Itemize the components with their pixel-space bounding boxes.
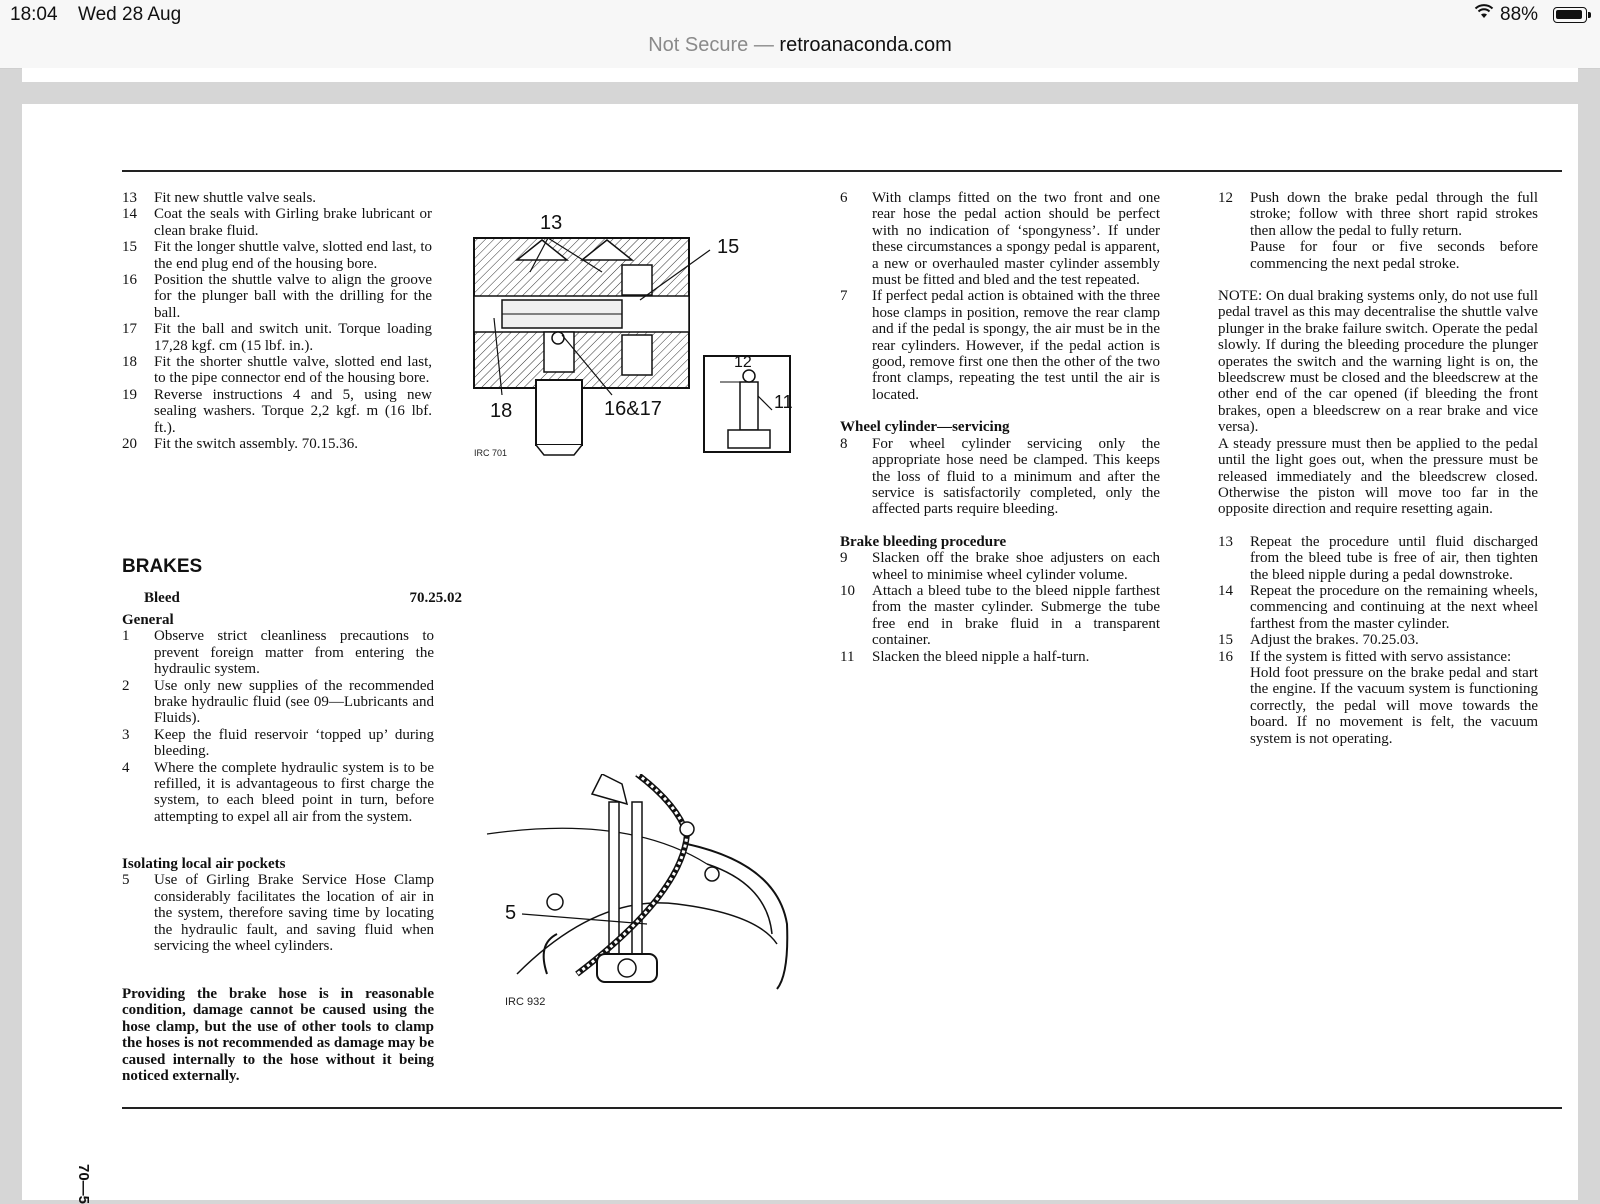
list-item [840, 550, 1160, 583]
item-text: Fit the longer shuttle valve, slotted end last, to the end plug end of the housing bore. [154, 239, 432, 272]
list-item [1218, 190, 1538, 272]
status-bar [0, 0, 1600, 30]
list-item [840, 190, 1160, 288]
list-item [122, 387, 432, 436]
item-number: 18 [122, 354, 137, 371]
url-domain: retroanaconda.com [779, 34, 952, 56]
wheel-heading: Wheel cylinder—servicing [840, 419, 1010, 436]
manual-page [22, 104, 1578, 1204]
item-text: Fit the ball and switch unit. Torque loading 17,28 kgf. cm (15 lbf. in.). [154, 321, 432, 354]
item-text: Keep the fluid reservoir ‘topped up’ during bleeding. [154, 726, 434, 760]
item-number: 20 [122, 436, 137, 453]
left-column-general [122, 612, 434, 825]
list-item [122, 727, 434, 760]
bleed-row [144, 590, 462, 607]
list-item [1218, 632, 1538, 648]
item-number: 13 [122, 190, 137, 206]
item-text: Repeat the procedure until fluid discharged from the bleed tube is free of air, then tighten the bleed nipple during a pedal downstroke. [1250, 533, 1538, 583]
item-text: Use of Girling Brake Service Hose Clamp considerably facilitates the location of air in the system, therefore saving time by locating the hydraulic fault, and saving fluid when servicing the wheel cylinders. [154, 872, 434, 955]
callout-5: 5 [505, 902, 517, 924]
item-text: Reverse instructions 4 and 5, using new sealing washers. Torque 2,2 kgf. m (16 lbf. ft.). [154, 386, 432, 436]
list-item [122, 678, 434, 727]
item-number: 8 [840, 435, 848, 452]
callout-11: 11 [774, 392, 793, 412]
right-items [1218, 534, 1538, 649]
note-text: NOTE: On dual braking systems only, do not use full pedal travel as this may decentralise the shuttle valve plunger in the brake failure switch. Operate the pedal slowly. If during the bleeding procedure the plunger operates the switch and the warning light is on, the bleedscrew must be closed and the bleedscrew at the other end of the car opened (if bleeding the front brakes, open a bleedscrew on a rear brake and vice versa). [1218, 288, 1538, 436]
item-number: 15 [1218, 632, 1233, 649]
previous-page-edge [22, 68, 1578, 82]
battery-icon [1553, 7, 1587, 23]
steady-text: A steady pressure must then be applied to the pedal until the light goes out, when the pressure must be released immediately and the bleedscrew closed. Otherwise the piston will move too far in the opposite direction and require resetting again. [1218, 435, 1538, 518]
item-text: Use only new supplies of the recommended brake hydraulic fluid (see 09—Lubricants and Fluids). [154, 677, 434, 727]
status-date: Wed 28 Aug [78, 4, 182, 25]
item-number: 2 [122, 677, 130, 694]
list-item [840, 583, 1160, 649]
item-number: 15 [122, 239, 137, 256]
item-number: 17 [122, 321, 137, 338]
item-text: Slacken the bleed nipple a half-turn. [872, 648, 1090, 665]
left-column-top-list [122, 190, 432, 453]
item-number: 5 [122, 872, 130, 889]
callout-18: 18 [490, 400, 513, 422]
wifi-icon [1474, 3, 1494, 24]
item-number: 9 [840, 550, 848, 567]
item-number: 12 [1218, 190, 1233, 206]
hose-clamp-diagram [477, 774, 797, 1014]
security-label: Not Secure [648, 34, 749, 56]
address-bar[interactable] [0, 30, 1600, 69]
list-item [122, 272, 432, 321]
item-text: Coat the seals with Girling brake lubricant or clean brake fluid. [154, 206, 432, 239]
list-item [840, 288, 1160, 403]
general-list [122, 628, 434, 825]
item-number: 13 [1218, 533, 1233, 550]
item-text: With clamps fitted on the two front and one rear hose the pedal action should be perfect with no indication of ‘spongyness’. If under these circumstances a spongy pedal is apparent, a new or overhauled master cylinder assembly must be fitted and bled and the test repeated. [872, 190, 1160, 289]
list-item [122, 760, 434, 826]
list-item [1218, 534, 1538, 583]
list-item [122, 628, 434, 677]
item-number: 7 [840, 288, 848, 305]
middle-items [840, 190, 1160, 403]
list-item [840, 436, 1160, 518]
item-text: Adjust the brakes. 70.25.03. [1250, 632, 1419, 649]
item-number: 19 [122, 386, 137, 403]
figure-1-id: IRC 701 [474, 448, 508, 458]
list-item [122, 872, 434, 954]
shuttle-valve-diagram [472, 210, 792, 460]
list-item [122, 436, 432, 452]
general-heading: General [122, 612, 174, 628]
figure-2-id: IRC 932 [505, 996, 546, 1008]
list-item [122, 190, 432, 206]
figure-hose-clamp [477, 774, 797, 1014]
item-text: Repeat the procedure on the remaining wheels, commencing and continuing at the next wheel farthest from the master cylinder. [1250, 582, 1538, 632]
item-number: 16 [122, 272, 137, 289]
bleed-code: 70.25.02 [409, 590, 462, 606]
list-item [1218, 583, 1538, 632]
pause-text: Pause for four or five seconds before commencing the next pedal stroke. [1250, 239, 1538, 272]
section-title: BRAKES [122, 556, 203, 577]
bleed-label: Bleed [144, 590, 180, 606]
item-text: Where the complete hydraulic system is to be refilled, it is advantageous to first charge the system, to each bleed point in turn, before attempting to expel all air from the system. [154, 759, 434, 825]
list-item [122, 239, 432, 272]
item-text: Fit the switch assembly. 70.15.36. [154, 436, 359, 453]
item-number: 14 [122, 206, 137, 223]
figure-shuttle-valve [472, 210, 792, 460]
item-text: Push down the brake pedal through the full stroke; follow with three short rapid strokes then allow the pedal to fully return. Pause for four or five seconds before commencing the next pedal stroke. [1250, 190, 1538, 272]
item-text: Attach a bleed tube to the bleed nipple farthest from the master cylinder. Submerge the tube free end in brake fluid in a transparent container. [872, 582, 1160, 649]
callout-13: 13 [540, 212, 563, 234]
item-text: Fit the shorter shuttle valve, slotted end last, to the pipe connector end of the housing bore. [154, 354, 432, 387]
item-number: 16 [1218, 648, 1233, 665]
callout-12: 12 [734, 354, 752, 371]
battery-percent: 88% [1500, 4, 1539, 25]
list-item [122, 206, 432, 239]
top-rule [122, 170, 1562, 172]
item-number: 4 [122, 759, 130, 776]
middle-column [840, 190, 1160, 665]
list-item [122, 321, 432, 354]
page-number: 70—5 [75, 1164, 92, 1204]
url-separator: — [753, 34, 774, 56]
item-number: 11 [840, 648, 855, 665]
item-text: If perfect pedal action is obtained with the three hose clamps in position, remove the rear clamp and if the pedal is spongy, the air must be in the rear cylinders. However, if the pedal action is good, remove first one then the other of the two front clamps, repeating the test until the air is located. [872, 288, 1160, 403]
item-number: 3 [122, 726, 130, 743]
item-text: Slacken off the brake shoe adjusters on each wheel to minimise wheel cylinder volume. [872, 550, 1160, 583]
callout-16-17: 16&17 [604, 398, 662, 420]
item-number: 14 [1218, 582, 1233, 599]
item-text: Fit new shuttle valve seals. [154, 190, 317, 206]
list-item [122, 354, 432, 387]
servo-detail-text: Hold foot pressure on the brake pedal and start the engine. If the vacuum system is functioning correctly, the pedal will move towards the board. If no movement is felt, the vacuum system is not operating. [1250, 664, 1538, 747]
callout-15: 15 [717, 236, 740, 258]
bottom-rule [122, 1107, 1562, 1109]
item-number: 10 [840, 582, 855, 599]
item-text: For wheel cylinder servicing only the appropriate hose need be clamped. This keeps the loss of fluid to a minimum and after the service is satisfactorily completed, only the affected parts require bleeding. [872, 435, 1160, 518]
isolating-list [122, 872, 434, 954]
hose-warning [122, 986, 434, 1084]
bleeding-heading: Brake bleeding procedure [840, 533, 1007, 550]
right-column [1218, 190, 1538, 747]
item-text: Position the shuttle valve to align the groove for the plunger ball with the drilling for the ball. [154, 272, 432, 321]
item-text: Observe strict cleanliness precautions to prevent foreign matter from entering the hydraulic system. [154, 628, 434, 678]
item-text: If the system is fitted with servo assistance: Hold foot pressure on the brake pedal and start the engine. If the vacuum system is functioning correctly, the pedal will move towards the board. If no movement is felt, the vacuum system is not operating. [1250, 648, 1538, 747]
list-item [840, 649, 1160, 665]
wheel-items [840, 436, 1160, 518]
list-item [1218, 649, 1538, 747]
status-time: 18:04 [10, 4, 58, 25]
isolating-heading: Isolating local air pockets [122, 856, 286, 872]
bleeding-items [840, 550, 1160, 665]
item-number: 6 [840, 190, 848, 206]
left-column-isolating [122, 856, 434, 954]
item-number: 1 [122, 628, 130, 645]
warning-text: Providing the brake hose is in reasonable condition, damage cannot be caused using the hose clamp, but the use of other tools to clamp the hoses is not recommended as damage may be caused internally to the hose without it being noticed externally. [122, 986, 434, 1085]
